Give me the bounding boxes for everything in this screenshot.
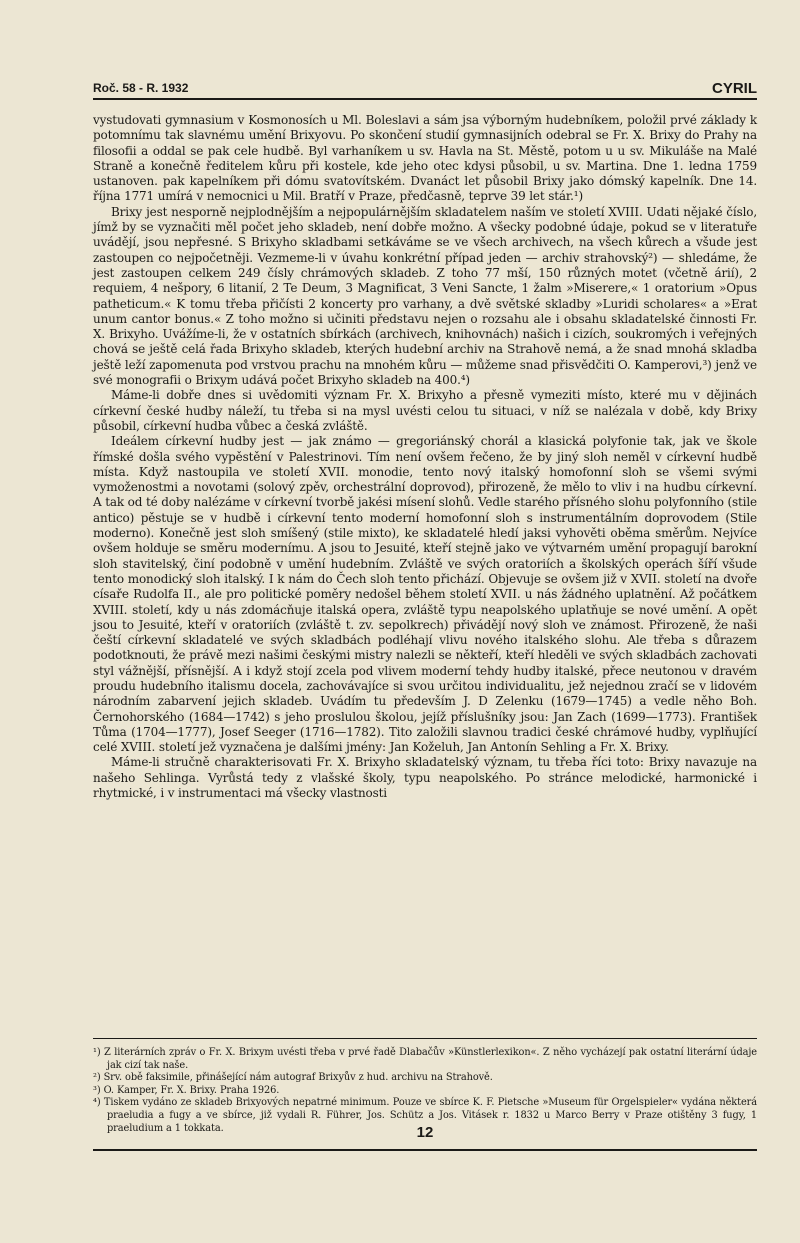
footnote-1: ¹) Z literárních zpráv o Fr. X. Brixym uvésti třeba v prvé řadě Dlabačův »Künstlerlexikon«. Z něho vycházejí pak ostatní literární údaje jak cizí tak naše. <box>93 1047 757 1071</box>
page-number: 12 <box>416 1124 434 1141</box>
issue-label: Roč. 58 - R. 1932 <box>93 81 189 95</box>
paragraph-1: vystudovati gymnasium v Kosmonosích u Ml. Boleslavi a sám jsa výborným hudebníkem, položil prvé základy k potomnímu tak slavnému umění Brixyovu. Po skončení studií gymnasijních odebral se Fr. X. Brixy do Prahy na filosofii a oddal se pak cele hudbě. Byl varhaníkem u sv. Havla na St. Městě, potom u u sv. Mikuláše na Malé Straně a konečně ředitelem kůru při kostele, kde jeho otec kdysi působil, u sv. Martina. Dne 1. ledna 1759 ustanoven. pak kapelníkem při dómu svatovítském. Dvanáct let působil Brixy jako dómský kapelník. Dne 14. října 1771 umírá v nemocnici u Mil. Bratří v Praze, předčasně, teprve 39 let stár.¹) <box>93 113 757 204</box>
footnote-4: ⁴) Tiskem vydáno ze skladeb Brixyových nepatrné minimum. Pouze ve sbírce K. F. Pietsche »Museum für Orgelspieler« vydána některá praeludia a fugy a ve sbírce, již vydali R. Führer, Jos. Schütz a Jos. Vitásek r. 1832 u Marco Berry v Praze otištěny 3 fugy, 1 praeludium a 1 tokkata. <box>93 1097 757 1134</box>
running-header <box>93 76 757 100</box>
paragraph-4: Ideálem církevní hudby jest — jak známo — gregoriánský chorál a klasická polyfonie tak, jak ve škole římské došla svého vypěstění v Palestrinovi. Tím není ovšem řečeno, že by jiný sloh neměl v církevní hudbě místa. Když nastoupila ve století XVII. monodie, tento nový italský homofonní sloh se všemi svými vymoženostmi a novotami (solový zpěv, orchestrální doprovod), přirozeně, že mělo to vliv i na hudbu církevní. A tak od té doby nalézáme v církevní tvorbě jakési mísení slohů. Vedle starého přísného slohu polyfonního (stile antico) pěstuje se v hudbě i církevní tento moderní homofonní sloh s instrumentálním doprovodem (Stile moderno). Konečně jest sloh smíšený (stile mixto), ke skladatelé hledí jaksi vyhověti oběma směrům. Nejvíce ovšem holduje se směru modernímu. A jsou to Jesuité, kteří stejně jako ve výtvarném umění propagují barokní sloh stavitelský, činí podobně v umění hudebním. Zvláště ve svých oratoriích a školských operách šíří všude tento monodický sloh italský. I k nám do Čech sloh tento přichází. Objevuje se ovšem již v XVII. století na dvoře císaře Rudolfa II., ale pro politické poměry nedošel během století XVII. u nás žádného uplatnění. Až počátkem XVIII. století, kdy u nás zdomácňuje italská opera, zvláště typu neapolského uplatňuje se nové umění. A opět jsou to Jesuité, kteří v oratoriích (zvláště t. zv. sepolkrech) přivádějí nový sloh ve známost. Přirozeně, že naši čeští církevní skladatelé ve svých skladbách podléhají vlivu nového italského slohu. Ale třeba s důrazem podotknouti, že právě mezi našimi českými mistry nalezli se někteří, kteří hleděli ve svých skladbách zachovati styl vážnější, přísnější. A i když stojí zcela pod vlivem moderní tehdy hudby italské, přece neutonou v dravém proudu hudebního italismu docela, zachovávajíce si svou určitou individualitu, jež nejednou zračí se v lidovém národním zabarvení jejich skladeb. Uvádím tu především J. D Zelenku (1679—1745) a vedle něho Boh. Černohorského (1684—1742) s jeho proslulou školou, jejíž příslušníky jsou: Jan Zach (1699—1773). František Tůma (1704—1777), Josef Seeger (1716—1782). Tito založili slavnou tradici české chrámové hudby, vyplňující celé XVIII. století jež vyznačena je dalšími jmény: Jan Koželuh, Jan Antonín Sehling a Fr. X. Brixy. <box>93 434 757 755</box>
footnote-2: ²) Srv. obě faksimile, přinášející nám autograf Brixyův z hud. archivu na Strahově. <box>93 1072 493 1084</box>
paragraph-2: Brixy jest nesporně nejplodnějším a nejpopulárnějším skladatelem naším ve století XVIII. Udati nějaké číslo, jímž by se vyznačiti měl počet jeho skladeb, není dobře možno. A všecky podobné údaje, pokud se v literatuře uvádějí, jsou nepřesné. S Brixyho skladbami setkáváme se ve všech archivech, na všech kůrech a všude jest zastoupen co nejpočetněji. Vezmeme-li v úvahu konkrétní případ jeden — archiv strahovský²) — shledáme, že jest zastoupen celkem 249 čísly chrámových skladeb. Z toho 77 mší, 150 různých motet (včetně árií), 2 requiem, 4 nešpory, 6 litanií, 2 Te Deum, 3 Magnificat, 3 Veni Sancte, 1 žalm »Miserere,« 1 oratorium »Opus patheticum.« K tomu třeba přičísti 2 koncerty pro varhany, a dvě světské skladby »Luridi scholares« a »Erat unum cantor bonus.« Z toho možno si učiniti představu nejen o rozsahu ale i obsahu skladatelské činnosti Fr. X. Brixyho. Uvážíme-li, že v ostatních sbírkách (archivech, knihovnách) našich i cizích, soukromých i veřejných chová se ještě celá řada Brixyho skladeb, kterých hudební archiv na Strahově nemá, a že snad mnohá skladba ještě leží zapomenuta pod vrstvou prachu na mnohém kůru — můžeme snad přisvědčiti O. Kamperovi,³) jenž ve své monografii o Brixym udává počet Brixyho skladeb na 400.⁴) <box>93 204 757 388</box>
journal-title: CYRIL <box>712 80 757 97</box>
paragraph-3: Máme-li dobře dnes si uvědomiti význam Fr. X. Brixyho a přesně vymeziti místo, které mu v dějinách církevní české hudby náleží, tu třeba si na mysl uvésti celou tu situaci, v níž se nalézala v době, kdy Brixy působil, církevní hudba vůbec a česká zvláště. <box>93 388 757 433</box>
footnote-3: ³) O. Kamper, Fr. X. Brixy. Praha 1926. <box>93 1084 280 1096</box>
footer-rule <box>93 1149 757 1151</box>
paragraph-5: Máme-li stručně charakterisovati Fr. X. Brixyho skladatelský význam, tu třeba říci toto: Brixy navazuje na našeho Sehlinga. Vyrůstá tedy z vlašské školy, typu neapolského. Po stránce melodické, harmonické i rhytmické, i v instrumentaci má všecky vlastnosti <box>93 755 757 801</box>
footnotes <box>93 1038 757 1135</box>
article-body <box>93 113 757 801</box>
